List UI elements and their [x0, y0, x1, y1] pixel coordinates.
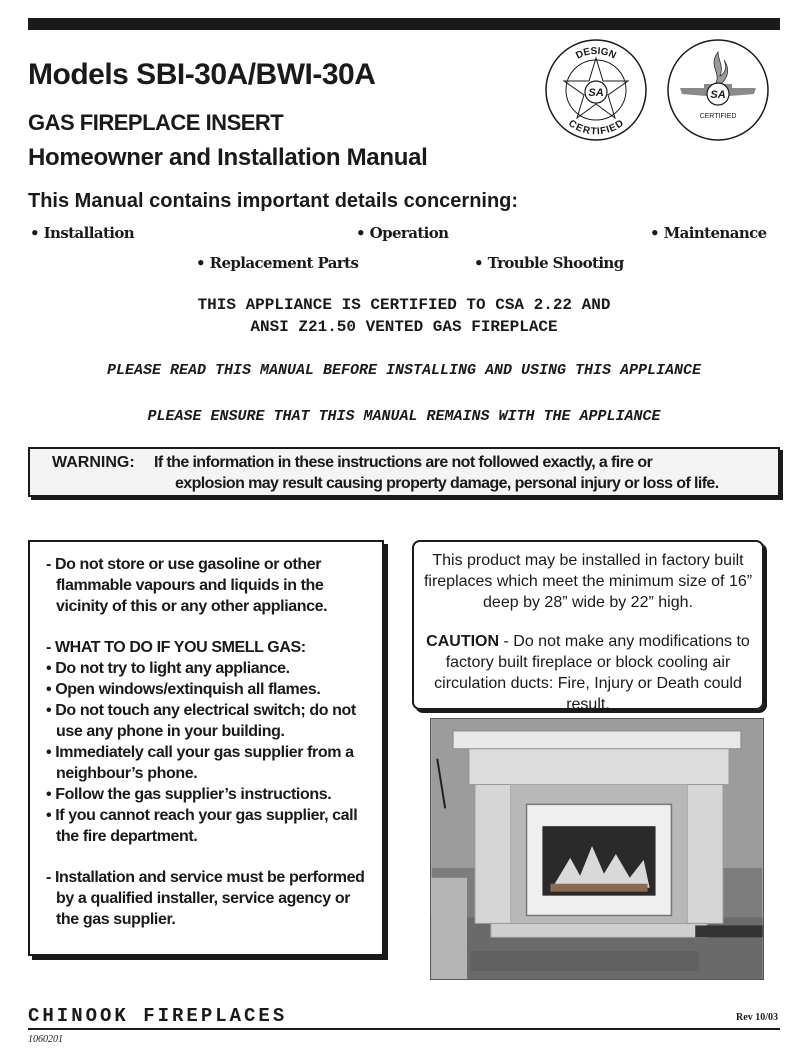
side-table-icon: [695, 925, 762, 937]
smell-gas-heading: - WHAT TO DO IF YOU SMELL GAS:: [46, 639, 306, 656]
keep-manual-notice: PLEASE ENSURE THAT THIS MANUAL REMAINS WITH THE APPLIANCE: [147, 408, 661, 425]
hearth-base: [491, 923, 707, 937]
safety-item: • Open windows/extinquish all flames.: [46, 681, 321, 698]
safety-item: • Immediately call your gas supplier from a neighbour’s phone.: [46, 744, 354, 782]
service-warning: - Installation and service must be performed by a qualified installer, service agency or the gas supplier.: [46, 869, 365, 928]
warning-line-1: If the information in these instructions are not followed exactly, a fire or: [154, 454, 653, 471]
storage-warning: - Do not store or use gasoline or other flammable vapours and liquids in the vicinity of this or any other appliance.: [46, 556, 328, 615]
installation-note-box: [412, 540, 764, 713]
caution-label: CAUTION: [426, 633, 500, 650]
safety-item: • Do not try to light any appliance.: [46, 660, 290, 677]
certification-line-2: ANSI Z21.50 VENTED GAS FIREPLACE: [250, 318, 558, 336]
mantel-top: [453, 731, 741, 749]
flame-certified-seal: [666, 38, 770, 142]
models-title: Models SBI-30A/BWI-30A: [28, 58, 376, 91]
footer-rule: [28, 1028, 780, 1030]
safety-item: • If you cannot reach your gas supplier, call the fire department.: [46, 807, 358, 845]
warning-line-2: explosion may result causing property damage, personal injury or loss of life.: [175, 475, 719, 492]
topic-installation: • Installation: [30, 224, 135, 242]
flame-seal-bottom-text: CERTIFIED: [699, 113, 737, 120]
seal-bottom-text: CERTIFIED: [566, 117, 626, 138]
mantel-frieze: [469, 749, 729, 785]
design-certified-seal: [544, 38, 648, 142]
seal-center-text: SA: [588, 87, 604, 99]
flame-seal-center-text: SA: [710, 89, 726, 101]
fireplace-photo: [430, 718, 764, 980]
top-rule: [28, 18, 780, 30]
revision-label: Rev 10/03: [736, 1012, 778, 1023]
contents-intro: This Manual contains important details concerning:: [28, 190, 519, 212]
gas-safety-box: [28, 540, 384, 956]
seal-top-text: DESIGN: [574, 45, 618, 62]
topic-maintenance: • Maintenance: [650, 224, 767, 242]
document-number: 1060201: [28, 1034, 63, 1045]
certification-line-1: THIS APPLIANCE IS CERTIFIED TO CSA 2.22 AND: [197, 296, 611, 314]
safety-item: • Do not touch any electrical switch; do not use any phone in your building.: [46, 702, 356, 740]
topic-replacement-parts: • Replacement Parts: [196, 254, 359, 272]
product-title: GAS FIREPLACE INSERT: [28, 110, 284, 135]
logs-icon: [550, 884, 647, 892]
caution-note: [420, 631, 756, 715]
read-manual-notice: PLEASE READ THIS MANUAL BEFORE INSTALLING AND USING THIS APPLIANCE: [106, 362, 702, 379]
brand-name: CHINOOK FIREPLACES: [28, 1005, 288, 1027]
topic-trouble-shooting: • Trouble Shooting: [474, 254, 624, 272]
warning-label: WARNING:: [52, 454, 135, 471]
topic-operation: • Operation: [356, 224, 449, 242]
mantel-left-pillar: [475, 784, 511, 923]
minimum-size-note: This product may be installed in factory built fireplaces which meet the minimum size of 16” deep by 28” wide by 22” high.: [423, 552, 753, 611]
rug-icon: [471, 951, 699, 971]
safety-item: • Follow the gas supplier’s instructions.: [46, 786, 332, 803]
warning-box: [28, 447, 780, 497]
chair-icon: [431, 878, 467, 979]
mantel-right-pillar: [687, 784, 723, 923]
manual-title: Homeowner and Installation Manual: [28, 144, 428, 171]
caution-text: - Do not make any modifications to factory built fireplace or block cooling air circulation ducts: Fire, Injury or Death could result.: [434, 633, 750, 713]
